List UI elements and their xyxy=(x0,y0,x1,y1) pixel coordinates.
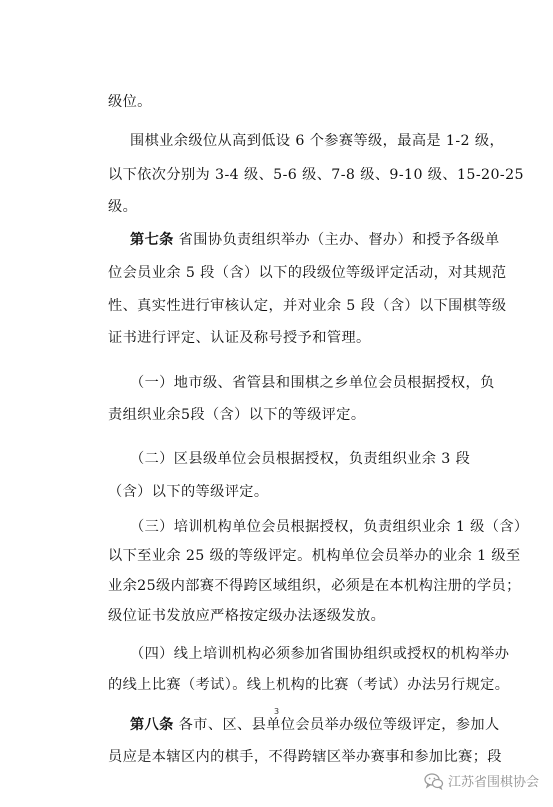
watermark xyxy=(424,771,539,790)
text-line: 业余25级内部赛不得跨区域组织，必须是在本机构注册的学员； xyxy=(108,578,521,594)
wechat-icon xyxy=(424,772,444,790)
text-line: 以下依次分别为 3-4 级、5-6 级、7-8 级、9-10 级、15-20-25 xyxy=(108,167,524,183)
article-7-line xyxy=(130,231,500,249)
text-line: 级位。 xyxy=(108,94,152,110)
text-line: （含）以下的等级评定。 xyxy=(108,484,269,500)
text-line: 的线上比赛（考试）。线上机构的比赛（考试）办法另行规定。 xyxy=(108,677,510,693)
text-line: 围棋业余级位从高到低设 6 个参赛等级，最高是 1-2 级， xyxy=(130,133,505,149)
article-8-line xyxy=(130,716,500,734)
text-line: 责组织业余5段（含）以下的等级评定。 xyxy=(108,407,366,423)
text-line: 性、真实性进行审核认定，并对业余 5 段（含）以下围棋等级 xyxy=(108,298,507,314)
text-line: （三）培训机构单位会员根据授权，负责组织业余 1 级（含） xyxy=(130,519,529,535)
text-line: 以下至业余 25 级的等级评定。机构单位会员举办的业余 1 级至 xyxy=(108,548,521,564)
text-line: 各市、区、县单位会员举办级位等级评定，参加人 xyxy=(173,717,500,733)
text-line: （一）地市级、省管县和围棋之乡单位会员根据授权，负 xyxy=(130,375,495,391)
text-line: 员应是本辖区内的棋手，不得跨辖区举办赛事和参加比赛；段 xyxy=(108,749,502,765)
article-8-heading: 第八条 xyxy=(130,717,174,733)
text-line: 省围协负责组织举办（主办、督办）和授予各级单 xyxy=(173,232,500,248)
text-line: 级位证书发放应严格按定级办法逐级发放。 xyxy=(108,608,386,624)
text-line: 证书进行评定、认证及称号授予和管理。 xyxy=(108,330,371,346)
text-line: （二）区县级单位会员根据授权，负责组织业余 3 段 xyxy=(130,451,471,467)
text-line: 位会员业余 5 段（含）以下的段级位等级评定活动，对其规范 xyxy=(108,265,507,281)
text-line: （四）线上培训机构必须参加省围协组织或授权的机构举办 xyxy=(130,646,510,662)
text-line: 级。 xyxy=(108,199,138,215)
page-number: 3 xyxy=(273,707,280,716)
article-7-heading: 第七条 xyxy=(130,232,174,248)
watermark-text: 江苏省围棋协会 xyxy=(447,775,539,790)
